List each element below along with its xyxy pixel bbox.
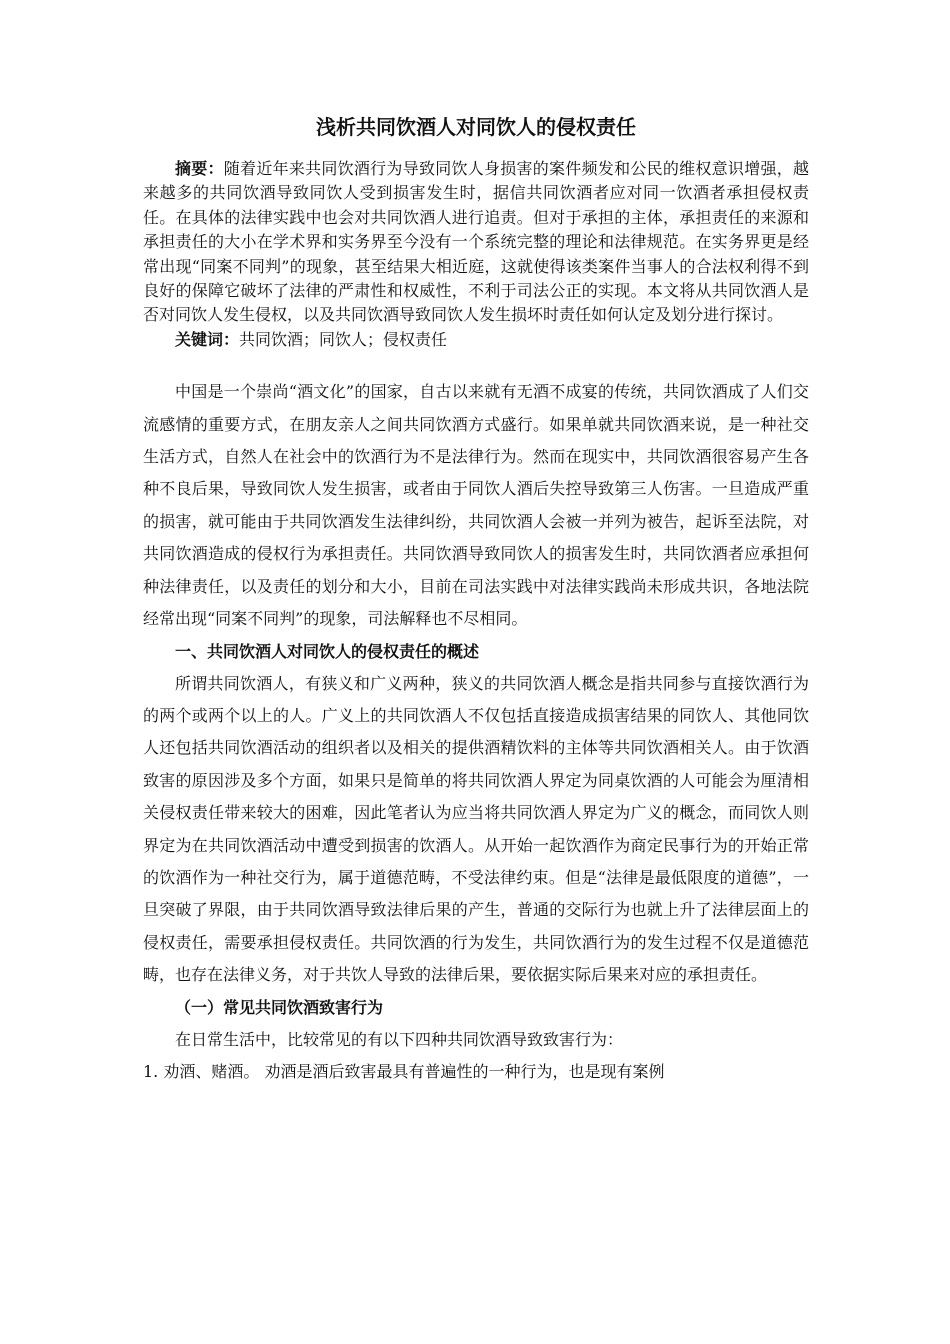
abstract-label: 摘要： — [175, 159, 224, 178]
subsection-1-heading: （一）常见共同饮酒致害行为 — [175, 997, 384, 1017]
abstract-text: 随着近年来共同饮酒行为导致同饮人身损害的案件频发和公民的维权意识增强，越来越多的共同饮酒导致同饮人受到损害发生时，据信共同饮酒者应对同一饮酒者承担侵权责任。在具体的法律实践中也会对共同饮酒人进行追责。但对于承担的主体，承担责任的来源和承担责任的大小在学术界和实务界至今没有一个系统完整的理论和法律规范。在实务界更是经常出现“同案不同判”的现象，甚至结果大相近庭，这就使得该类案件当事人的合法权利得不到良好的保障它破坏了法律的严肃性和权威性，不利于司法公正的实现。本文将从共同饮酒人是否对同饮人发生侵权，以及共同饮酒导致同饮人发生损坏时责任如何认定及划分进行探讨。 — [143, 159, 809, 325]
section-1-heading: 一、共同饮酒人对同饮人的侵权责任的概述 — [175, 641, 480, 661]
section-1-paragraph: 所谓共同饮酒人，有狭义和广义两种，狭义的共同饮酒人概念是指共同参与直接饮酒行为的两个或两个以上的人。广义上的共同饮酒人不仅包括直接造成损害结果的同饮人、其他同饮人还包括共同饮酒活动的组织者以及相关的提供酒精饮料的主体等共同饮酒相关人。由于饮酒致害的原因涉及多个方面，如果只是简单的将共同饮酒人界定为同桌饮酒的人可能会为厘清相关侵权责任带来较大的困难，因此笔者认为应当将共同饮酒人界定为广义的概念，而同饮人则界定为在共同饮酒活动中遭受到损害的饮酒人。从开始一起饮酒作为商定民事行为的开始正常的饮酒作为一种社交行为，属于道德范畴，不受法律约束。但是“法律是最低限度的道德”，一旦突破了界限，由于共同饮酒导致法律后果的产生，普通的交际行为也就上升了法律层面上的侵权责任，需要承担侵权责任。共同饮酒的行为发生，共同饮酒行为的发生过程不仅是道德范畴，也存在法律义务，对于共饮人导致的法律后果，要依据实际后果来对应的承担责任。 — [143, 673, 809, 985]
list-item-1: 1. 劝酒、赌酒。 劝酒是酒后致害最具有普遍性的一种行为，也是现有案例 — [143, 1061, 665, 1081]
document-title: 浅析共同饮酒人对同饮人的侵权责任 — [316, 115, 636, 139]
intro-paragraph: 中国是一个崇尚“酒文化”的国家，自古以来就有无酒不成宴的传统，共同饮酒成了人们交流感情的重要方式，在朋友亲人之间共同饮酒方式盛行。如果单就共同饮酒来说，是一种社交生活方式，自然人在社会中的饮酒行为不是法律行为。然而在现实中，共同饮酒很容易产生各种不良后果，导致同饮人发生损害，或者由于同饮人酒后失控导致第三人伤害。一旦造成严重的损害，就可能由于共同饮酒发生法律纠纷，共同饮酒人会被一并列为被告，起诉至法院，对共同饮酒造成的侵权行为承担责任。共同饮酒导致同饮人的损害发生时，共同饮酒者应承担何种法律责任，以及责任的划分和大小，目前在司法实践中对法律实践尚未形成共识，各地法院经常出现“同案不同判”的现象，司法解释也不尽相同。 — [143, 382, 809, 629]
abstract — [143, 157, 809, 328]
document-content — [143, 112, 809, 1088]
subsection-1-intro: 在日常生活中，比较常见的有以下四种共同饮酒导致致害行为： — [175, 1029, 624, 1049]
keywords — [143, 328, 809, 352]
keywords-label: 关键词： — [175, 329, 240, 349]
keywords-text: 共同饮酒；同饮人；侵权责任 — [239, 329, 448, 349]
